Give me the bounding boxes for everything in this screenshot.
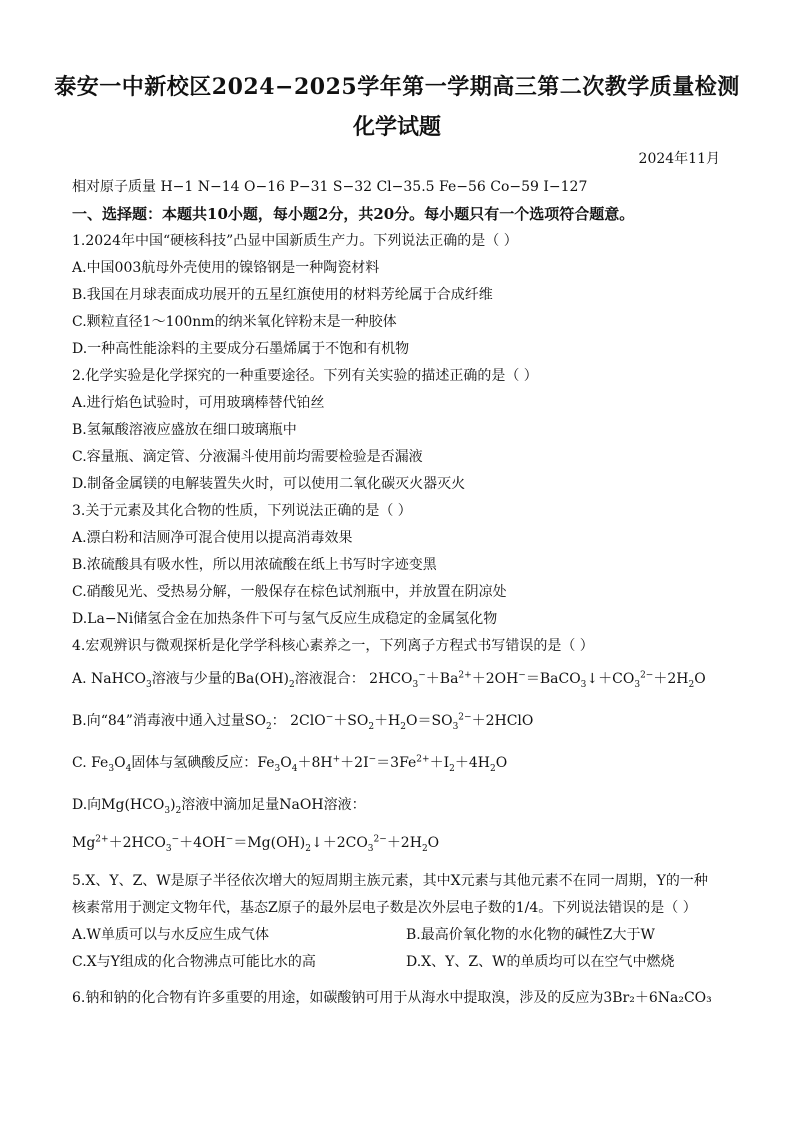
q6-stem: 6.钠和钠的化合物有许多重要的用途，如碳酸钠可用于从海水中提取溴，涉及的反应为3Br₂＋6Na₂CO₃ bbox=[72, 990, 712, 1006]
q2-option-b: B.氢氟酸溶液应盛放在细口玻璃瓶中 bbox=[72, 422, 297, 438]
q5-option-d: D.X、Y、Z、W的单质均可以在空气中燃烧 bbox=[406, 954, 675, 970]
q4-option-d: D.向$Mg(HCO_3)_2$溶液中滴加足量NaOH溶液： bbox=[72, 797, 366, 816]
section-heading: 一、选择题：本题共10小题，每小题2分，共20分。每小题只有一个选项符合题意。 bbox=[72, 205, 635, 223]
q1-stem: 1.2024年中国“硬核科技”凸显中国新质生产力。下列说法正确的是（ ） bbox=[72, 233, 518, 249]
q4-a-mid2: 溶液混合： bbox=[294, 671, 365, 687]
q4-c-prefix: C. Fe bbox=[72, 755, 109, 771]
q3-stem: 3.关于元素及其化合物的性质，下列说法正确的是（ ） bbox=[72, 503, 412, 519]
q2-option-d: D.制备金属镁的电解装置失火时，可以使用二氧化碳灭火器灭火 bbox=[72, 476, 466, 492]
q1-option-b: B.我国在月球表面成功展开的五星红旗使用的材料芳纶属于合成纤维 bbox=[72, 287, 493, 303]
q4-b-prefix: B.向“84”消毒液中通入过量SO bbox=[72, 713, 266, 729]
q5-option-c: C.X与Y组成的化合物沸点可能比水的高 bbox=[72, 954, 316, 970]
q4-option-d-equation: $Mg^{2+}+2HCO_3^-+4OH^-=Mg(OH)_2↓+2CO_3^{2-}+2H_2O$ bbox=[72, 834, 440, 854]
q2-option-c: C.容量瓶、滴定管、分液漏斗使用前均需要检验是否漏液 bbox=[72, 449, 423, 465]
q1-option-d: D.一种高性能涂料的主要成分石墨烯属于不饱和有机物 bbox=[72, 341, 410, 357]
q1-option-a: A.中国003航母外壳使用的镍铬钢是一种陶瓷材料 bbox=[72, 260, 380, 276]
q5-stem-line2: 核素常用于测定文物年代，基态Z原子的最外层电子数是次外层电子数的1/4。下列说法错误的是（ ） bbox=[72, 900, 697, 916]
q4-c-mid: 固体与氢碘酸反应： bbox=[131, 755, 258, 771]
exam-subtitle: 化学试题 bbox=[352, 114, 441, 140]
q4-option-c: C. $Fe_3O_4$固体与氢碘酸反应：$Fe_3O_4+8H^++2I^-=3Fe^{2+}+I_2+4H_2O$ bbox=[72, 754, 508, 774]
exam-date: 2024年11月 bbox=[638, 151, 720, 167]
q4-option-a: A. NaHCO$_3$溶液与少量的$Ba(OH)_2$溶液混合： $2HCO_3^-+Ba^{2+}+2OH^-=BaCO_3↓+CO_3^{2-}+2H_2O$ bbox=[72, 670, 706, 690]
q3-option-d: D.La−Ni储氢合金在加热条件下可与氢气反应生成稳定的金属氢化物 bbox=[72, 611, 498, 627]
q5-option-a: A.W单质可以与水反应生成气体 bbox=[72, 927, 269, 943]
q5-option-b: B.最高价氧化物的水化物的碱性Z大于W bbox=[406, 927, 655, 943]
q3-option-a: A.漂白粉和洁厕净可混合使用以提高消毒效果 bbox=[72, 530, 353, 546]
q2-stem: 2.化学实验是化学探究的一种重要途径。下列有关实验的描述正确的是（ ） bbox=[72, 368, 538, 384]
q4-a-mid1: 溶液与少量的Ba(OH) bbox=[151, 671, 289, 687]
q1-option-c: C.颗粒直径1～100nm的纳米氧化锌粉末是一种胶体 bbox=[72, 314, 397, 330]
q4-a-prefix: A. NaHCO bbox=[72, 671, 147, 687]
atomic-masses: 相对原子质量 H−1 N−14 O−16 P−31 S−32 Cl−35.5 Fe−56 Co−59 I−127 bbox=[72, 179, 588, 195]
q4-option-b: B.向“84”消毒液中通入过量$SO_2$： $2ClO^-+SO_2+H_2O=SO_3^{2-}+2HClO$ bbox=[72, 712, 534, 732]
exam-title: 泰安一中新校区2024−2025学年第一学期高三第二次教学质量检测 bbox=[54, 74, 740, 100]
q2-option-a: A.进行焰色试验时，可用玻璃棒替代铂丝 bbox=[72, 395, 325, 411]
q4-d-suffix: 溶液中滴加足量NaOH溶液： bbox=[181, 797, 366, 813]
q3-option-b: B.浓硫酸具有吸水性，所以用浓硫酸在纸上书写时字迹变黑 bbox=[72, 557, 437, 573]
q3-option-c: C.硝酸见光、受热易分解，一般保存在棕色试剂瓶中，并放置在阴凉处 bbox=[72, 584, 507, 600]
q5-stem-line1: 5.X、Y、Z、W是原子半径依次增大的短周期主族元素，其中X元素与其他元素不在同一周期，Y的一种 bbox=[72, 873, 708, 889]
q4-stem: 4.宏观辨识与微观探析是化学学科核心素养之一，下列离子方程式书写错误的是（ ） bbox=[72, 638, 594, 654]
q4-d-prefix: D.向Mg(HCO bbox=[72, 797, 165, 813]
